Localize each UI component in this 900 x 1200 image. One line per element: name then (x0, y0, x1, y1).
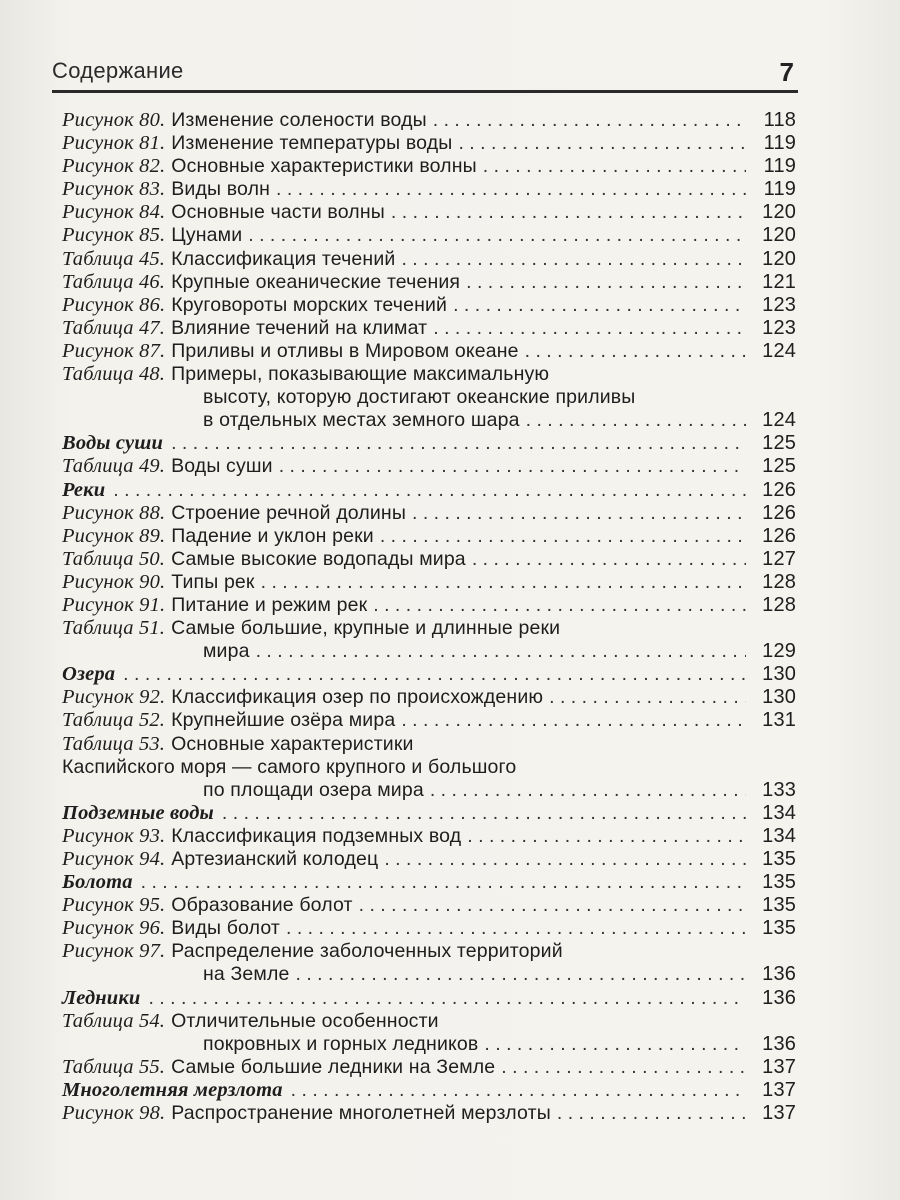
page-ref: 137 (762, 1102, 796, 1125)
page-ref: 130 (762, 663, 796, 686)
entry-title: Отличительные особенности (171, 1009, 439, 1032)
toc-line (62, 940, 796, 963)
entry-label: Рисунок 90. (62, 570, 166, 593)
toc-line (62, 109, 796, 132)
entry-title: Влияние течений на климат (171, 316, 428, 339)
toc-entry (62, 432, 796, 455)
dot-leader (391, 201, 746, 224)
entry-title: Самые большие, крупные и длинные реки (171, 617, 561, 640)
entry-label: Рисунок 92. (62, 686, 166, 709)
entry-label: Таблица 54. (62, 1009, 166, 1032)
toc-line (62, 294, 796, 317)
dot-leader (261, 571, 746, 594)
table-of-contents (62, 109, 796, 1125)
toc-line (62, 663, 796, 686)
page-ref: 136 (762, 963, 796, 986)
toc-line (62, 1010, 796, 1033)
section-heading: Реки (62, 478, 106, 501)
entry-label: Рисунок 82. (62, 155, 166, 178)
toc-entry (62, 848, 796, 871)
page-ref: 126 (762, 524, 796, 547)
entry-label: Таблица 51. (62, 617, 166, 640)
toc-line (62, 479, 796, 502)
dot-leader (286, 917, 746, 940)
toc-entry (62, 132, 796, 155)
toc-entry (62, 733, 796, 802)
dot-leader (373, 594, 746, 617)
running-header (52, 58, 798, 93)
toc-entry (62, 871, 796, 894)
entry-title: Артезианский колодец (171, 848, 379, 870)
dot-leader (359, 894, 746, 917)
entry-title: Строение речной долины (171, 501, 406, 524)
entry-label: Таблица 55. (62, 1055, 166, 1078)
dot-leader (483, 155, 746, 178)
page-ref: 137 (762, 1055, 796, 1078)
entry-title: Основные характеристики волны (171, 155, 477, 178)
dot-leader (256, 640, 746, 663)
toc-entry (62, 1010, 796, 1056)
entry-title: Самые высокие водопады мира (171, 547, 466, 570)
toc-entry (62, 894, 796, 917)
page-ref: 123 (762, 316, 796, 339)
toc-line (62, 709, 796, 732)
toc-line (62, 802, 796, 825)
toc-entry (62, 709, 796, 732)
entry-label: Рисунок 87. (62, 339, 166, 362)
dot-leader (433, 317, 746, 340)
entry-title: Изменение солености воды (171, 109, 427, 131)
toc-entry (62, 825, 796, 848)
entry-title: в отдельных местах земного шара (203, 409, 520, 432)
entry-label: Таблица 52. (62, 709, 166, 732)
page-ref: 119 (763, 155, 796, 178)
section-heading: Воды суши (62, 432, 164, 455)
entry-label: Таблица 45. (62, 247, 166, 270)
dot-leader (123, 663, 746, 686)
toc-line (62, 963, 796, 986)
page-ref: 125 (762, 455, 796, 478)
page-ref: 137 (762, 1078, 796, 1101)
entry-title: Образование болот (171, 894, 353, 917)
entry-label: Таблица 50. (62, 547, 166, 570)
toc-line (62, 363, 796, 386)
toc-line (62, 571, 796, 594)
toc-line (62, 548, 796, 571)
dot-leader (222, 802, 746, 825)
entry-title: Крупнейшие озёра мира (171, 709, 396, 732)
page-ref: 123 (762, 293, 796, 316)
toc-entry (62, 479, 796, 502)
dot-leader (276, 178, 746, 201)
dot-leader (295, 963, 746, 986)
toc-line (62, 1079, 796, 1102)
dot-leader (466, 271, 746, 294)
entry-title: Цунами (171, 224, 243, 247)
entry-title: Классификация озер по происхождению (171, 686, 544, 709)
entry-label: Рисунок 93. (62, 824, 166, 847)
dot-leader (412, 502, 746, 525)
entry-label: Таблица 46. (62, 270, 166, 293)
toc-entry (62, 502, 796, 525)
entry-label: Рисунок 83. (62, 178, 166, 201)
toc-line (62, 178, 796, 201)
entry-label: Таблица 48. (62, 363, 166, 386)
toc-entry (62, 1056, 796, 1079)
dot-leader (525, 340, 746, 363)
dot-leader (501, 1056, 746, 1079)
dot-leader (248, 224, 746, 247)
dot-leader (557, 1102, 746, 1125)
toc-entry (62, 663, 796, 686)
page-ref: 124 (762, 339, 796, 362)
toc-line (62, 409, 796, 432)
page-ref: 136 (762, 1032, 796, 1055)
entry-title: Классификация течений (171, 247, 396, 270)
page-ref: 121 (762, 270, 796, 293)
entry-label: Таблица 47. (62, 316, 166, 339)
page-ref: 131 (762, 709, 796, 732)
entry-title: Круговороты морских течений (171, 293, 448, 316)
toc-line (62, 617, 796, 640)
toc-line (62, 525, 796, 548)
toc-line (62, 1102, 796, 1125)
toc-entry (62, 525, 796, 548)
dot-leader (484, 1033, 746, 1056)
page-ref: 125 (762, 432, 796, 455)
dot-leader (401, 248, 746, 271)
section-heading: Подземные воды (62, 801, 214, 824)
entry-title: Типы рек (171, 570, 255, 593)
page-ref: 124 (762, 409, 796, 432)
toc-line (62, 917, 796, 940)
dot-leader (279, 455, 746, 478)
entry-title: Крупные океанические течения (171, 270, 461, 293)
entry-label: Рисунок 98. (62, 1102, 166, 1125)
page-ref: 120 (762, 224, 796, 247)
toc-entry (62, 617, 796, 663)
entry-label: Рисунок 91. (62, 593, 166, 616)
entry-title: Классификация подземных вод (171, 824, 462, 847)
entry-title: Приливы и отливы в Мировом океане (171, 339, 519, 362)
toc-line (62, 871, 796, 894)
section-heading: Болота (62, 871, 133, 894)
entry-title: покровных и горных ледников (203, 1032, 479, 1055)
page-ref: 127 (762, 547, 796, 570)
toc-entry (62, 1102, 796, 1125)
page-ref: 119 (763, 132, 796, 155)
dot-leader (549, 686, 746, 709)
toc-line (62, 640, 796, 663)
toc-entry (62, 917, 796, 940)
section-heading: Многолетняя мерзлота (62, 1078, 283, 1101)
page-ref: 126 (762, 501, 796, 524)
toc-entry (62, 1079, 796, 1102)
entry-label: Таблица 53. (62, 732, 166, 755)
toc-line (62, 733, 796, 756)
page-number: 7 (779, 57, 794, 87)
toc-line (62, 894, 796, 917)
toc-entry (62, 802, 796, 825)
toc-entry (62, 363, 796, 432)
toc-line (62, 155, 796, 178)
toc-entry (62, 155, 796, 178)
toc-entry (62, 271, 796, 294)
toc-line (62, 1056, 796, 1079)
dot-leader (141, 871, 746, 894)
page-ref: 134 (762, 824, 796, 847)
entry-label: Рисунок 95. (62, 894, 166, 917)
page-ref: 128 (762, 570, 796, 593)
page-ref: 126 (762, 478, 796, 501)
toc-entry (62, 594, 796, 617)
dot-leader (453, 294, 746, 317)
toc-entry (62, 548, 796, 571)
entry-label: Рисунок 88. (62, 501, 166, 524)
entry-title: высоту, которую достигают океанские приливы (203, 386, 636, 409)
entry-title: Самые большие ледники на Земле (171, 1055, 496, 1078)
toc-line (62, 386, 796, 409)
entry-label: Рисунок 97. (62, 940, 166, 963)
toc-entry (62, 109, 796, 132)
toc-line (62, 340, 796, 363)
toc-entry (62, 686, 796, 709)
toc-line (62, 848, 796, 871)
dot-leader (430, 779, 746, 802)
page-ref: 118 (763, 109, 796, 131)
page-ref: 133 (762, 778, 796, 801)
toc-line (62, 987, 796, 1010)
entry-title: на Земле (203, 963, 290, 986)
entry-label: Рисунок 94. (62, 848, 166, 870)
toc-line (62, 317, 796, 340)
dot-leader (526, 409, 746, 432)
page-ref: 135 (762, 848, 796, 870)
dot-leader (472, 548, 746, 571)
page-ref: 120 (762, 247, 796, 270)
entry-title: Воды суши (171, 455, 273, 478)
toc-line (62, 779, 796, 802)
entry-label: Рисунок 81. (62, 132, 166, 155)
toc-entry (62, 340, 796, 363)
toc-line (62, 594, 796, 617)
page-ref: 135 (762, 871, 796, 894)
toc-line (62, 271, 796, 294)
dot-leader (380, 525, 746, 548)
dot-leader (291, 1079, 746, 1102)
entry-title: Питание и режим рек (171, 593, 368, 616)
toc-line (62, 502, 796, 525)
dot-leader (458, 132, 746, 155)
toc-line (62, 686, 796, 709)
toc-entry (62, 248, 796, 271)
toc-entry (62, 224, 796, 247)
entry-label: Таблица 49. (62, 455, 166, 478)
toc-line (62, 825, 796, 848)
toc-entry (62, 571, 796, 594)
dot-leader (171, 432, 746, 455)
entry-title: Виды волн (171, 178, 271, 201)
page-ref: 135 (762, 917, 796, 940)
entry-title: мира (203, 640, 250, 663)
entry-label: Рисунок 86. (62, 293, 166, 316)
page-ref: 134 (762, 801, 796, 824)
toc-entry (62, 178, 796, 201)
dot-leader (113, 479, 746, 502)
toc-entry (62, 940, 796, 986)
toc-entry (62, 201, 796, 224)
entry-title: Изменение температуры воды (171, 132, 453, 155)
entry-label: Рисунок 80. (62, 109, 166, 131)
toc-line (62, 1033, 796, 1056)
toc-line (62, 756, 796, 779)
entry-title: Распространение многолетней мерзлоты (171, 1102, 551, 1125)
toc-line (62, 201, 796, 224)
toc-line (62, 224, 796, 247)
entry-label: Рисунок 96. (62, 917, 166, 940)
toc-line (62, 248, 796, 271)
entry-label: Рисунок 89. (62, 524, 166, 547)
dot-leader (148, 987, 746, 1010)
entry-title: Виды болот (171, 917, 280, 940)
entry-title: Каспийского моря — самого крупного и большого (62, 755, 517, 778)
toc-entry (62, 455, 796, 478)
section-heading: Озера (62, 663, 116, 686)
page-ref: 130 (762, 686, 796, 709)
header-title: Содержание (52, 58, 184, 83)
section-heading: Ледники (62, 986, 141, 1009)
entry-label: Рисунок 84. (62, 201, 166, 224)
page-ref: 128 (762, 593, 796, 616)
page-ref: 135 (762, 894, 796, 917)
entry-title: Основные части волны (171, 201, 385, 224)
entry-label: Рисунок 85. (62, 224, 166, 247)
toc-line (62, 455, 796, 478)
toc-entry (62, 317, 796, 340)
entry-title: Падение и уклон реки (171, 524, 374, 547)
page-ref: 120 (762, 201, 796, 224)
entry-title: Основные характеристики (171, 732, 414, 755)
entry-title: Распределение заболоченных территорий (171, 940, 563, 963)
dot-leader (433, 109, 746, 132)
entry-title: Примеры, показывающие максимальную (171, 363, 550, 386)
toc-line (62, 432, 796, 455)
page-ref: 119 (763, 178, 796, 201)
dot-leader (467, 825, 746, 848)
toc-entry (62, 987, 796, 1010)
dot-leader (401, 709, 746, 732)
toc-entry (62, 294, 796, 317)
page-ref: 136 (762, 986, 796, 1009)
toc-line (62, 132, 796, 155)
entry-title: по площади озера мира (203, 778, 424, 801)
dot-leader (384, 848, 746, 871)
page-ref: 129 (762, 640, 796, 663)
